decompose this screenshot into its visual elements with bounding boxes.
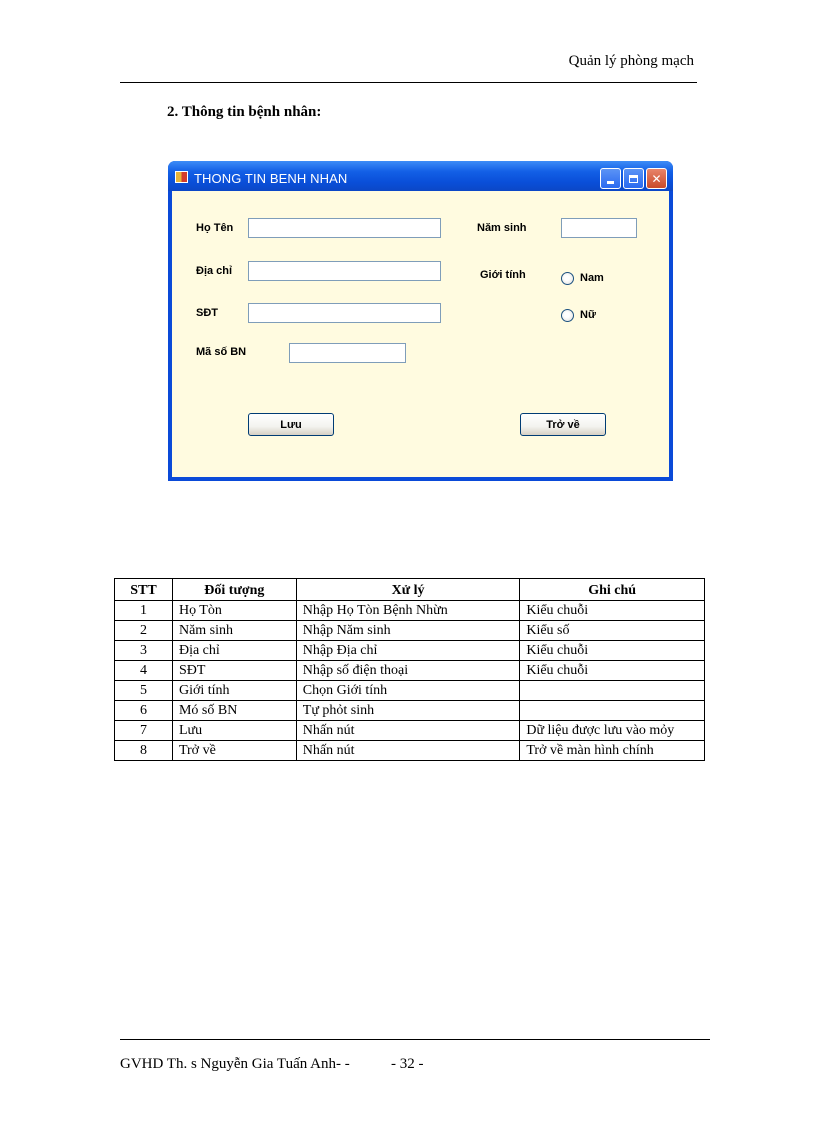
cell-ghi-chu	[520, 701, 705, 721]
nam-sinh-input[interactable]	[561, 218, 637, 238]
luu-button[interactable]: Lưu	[248, 413, 334, 436]
window-title: THONG TIN BENH NHAN	[194, 171, 348, 186]
cell-doi-tuong: SĐT	[172, 661, 296, 681]
table-row	[115, 741, 705, 761]
cell-xu-ly: Nhấn nút	[296, 721, 520, 741]
cell-ghi-chu: Kiểu số	[520, 621, 705, 641]
cell-stt: 3	[115, 641, 173, 661]
minimize-button[interactable]	[600, 168, 621, 189]
table-header-row	[115, 579, 705, 601]
table-row	[115, 721, 705, 741]
dia-chi-label: Địa chỉ	[196, 265, 233, 277]
cell-doi-tuong: Năm sinh	[172, 621, 296, 641]
radio-nam[interactable]	[561, 272, 574, 285]
cell-doi-tuong: Họ Tòn	[172, 601, 296, 621]
maximize-icon	[629, 175, 638, 183]
cell-doi-tuong: Trở về	[172, 741, 296, 761]
page-header-title: Quản lý phòng mạch	[568, 53, 694, 69]
sdt-input[interactable]	[248, 303, 441, 323]
cell-doi-tuong: Địa chỉ	[172, 641, 296, 661]
cell-stt: 4	[115, 661, 173, 681]
cell-xu-ly: Nhập số điện thoại	[296, 661, 520, 681]
header-stt: STT	[115, 579, 173, 601]
app-icon	[175, 171, 188, 183]
nam-sinh-label: Năm sinh	[477, 222, 527, 234]
header-xu-ly: Xử lý	[296, 579, 520, 601]
cell-doi-tuong: Giới tính	[172, 681, 296, 701]
gioi-tinh-label: Giới tính	[480, 269, 526, 281]
dia-chi-input[interactable]	[248, 261, 441, 281]
table-row	[115, 621, 705, 641]
ma-so-bn-input[interactable]	[289, 343, 406, 363]
header-ghi-chu: Ghi chú	[520, 579, 705, 601]
table-row	[115, 661, 705, 681]
cell-xu-ly: Nhập Địa chỉ	[296, 641, 520, 661]
cell-stt: 7	[115, 721, 173, 741]
cell-ghi-chu	[520, 681, 705, 701]
footer-page-number: - 32 -	[391, 1056, 424, 1072]
table-row	[115, 641, 705, 661]
radio-nu[interactable]	[561, 309, 574, 322]
window-titlebar	[168, 161, 673, 191]
cell-xu-ly: Nhập Họ Tòn Bệnh Nhừn	[296, 601, 520, 621]
cell-ghi-chu: Kiểu chuỗi	[520, 661, 705, 681]
window-client-area	[172, 191, 669, 477]
header-rule	[120, 82, 697, 83]
sdt-label: SĐT	[196, 307, 218, 319]
cell-stt: 5	[115, 681, 173, 701]
section-heading: 2. Thông tin bệnh nhân:	[167, 104, 322, 120]
footer-advisor: GVHD Th. s Nguyễn Gia Tuấn Anh- -	[120, 1056, 350, 1072]
cell-xu-ly: Tự phỏt sinh	[296, 701, 520, 721]
footer-rule	[120, 1039, 710, 1040]
table-row	[115, 601, 705, 621]
patient-info-window	[168, 161, 673, 481]
cell-stt: 2	[115, 621, 173, 641]
close-icon: ✕	[651, 171, 662, 186]
minimize-icon	[607, 181, 614, 184]
spec-table	[114, 578, 705, 761]
cell-ghi-chu: Dữ liệu được lưu vào mỏy	[520, 721, 705, 741]
cell-stt: 1	[115, 601, 173, 621]
close-button[interactable]	[646, 168, 667, 189]
cell-ghi-chu: Kiểu chuỗi	[520, 641, 705, 661]
ho-ten-label: Họ Tên	[196, 222, 234, 234]
cell-doi-tuong: Mó số BN	[172, 701, 296, 721]
header-doi-tuong: Đối tượng	[172, 579, 296, 601]
cell-doi-tuong: Lưu	[172, 721, 296, 741]
ho-ten-input[interactable]	[248, 218, 441, 238]
cell-xu-ly: Nhập Năm sinh	[296, 621, 520, 641]
radio-nu-label: Nữ	[580, 309, 596, 321]
table-row	[115, 701, 705, 721]
ma-so-bn-label: Mã số BN	[196, 346, 247, 358]
cell-stt: 8	[115, 741, 173, 761]
radio-nam-label: Nam	[580, 272, 604, 284]
table-row	[115, 681, 705, 701]
cell-stt: 6	[115, 701, 173, 721]
cell-xu-ly: Nhấn nút	[296, 741, 520, 761]
cell-ghi-chu: Trở về màn hình chính	[520, 741, 705, 761]
maximize-button[interactable]	[623, 168, 644, 189]
cell-ghi-chu: Kiểu chuỗi	[520, 601, 705, 621]
tro-ve-button[interactable]: Trở về	[520, 413, 606, 436]
cell-xu-ly: Chọn Giới tính	[296, 681, 520, 701]
